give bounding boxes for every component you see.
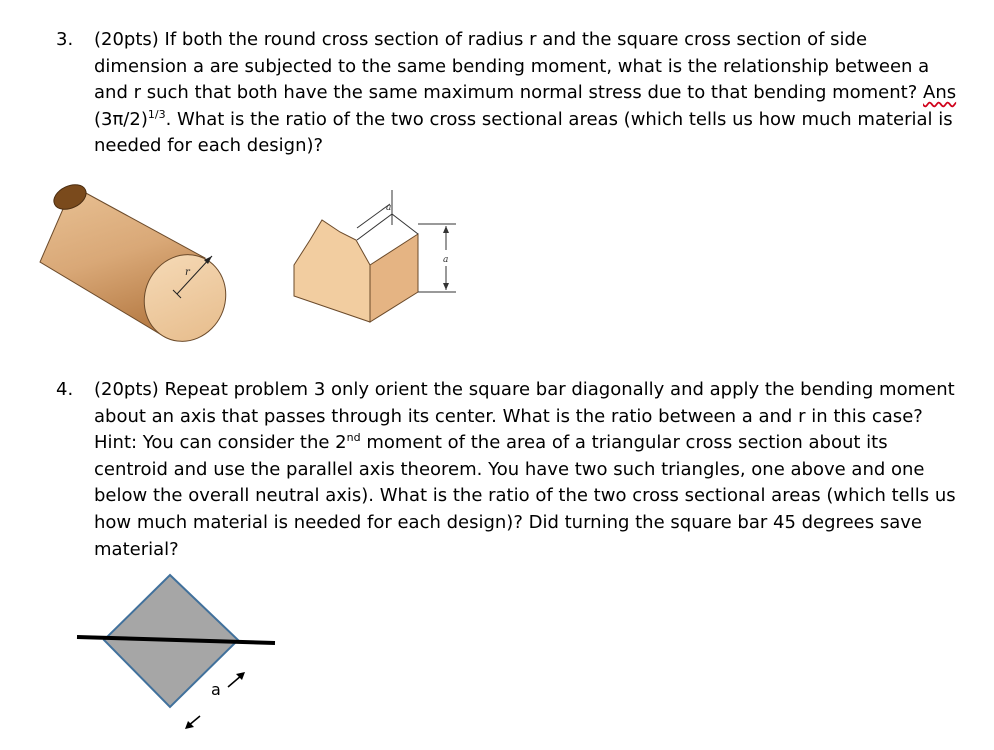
problem-3-line-4 <box>94 107 954 134</box>
problem-3-line-1: (20pts) If both the round cross section of radius r and the square cross section of side <box>94 29 868 50</box>
square-bar-illustration <box>294 190 456 322</box>
problem-4-line-3 <box>94 430 954 457</box>
answer-label: Ans <box>923 82 957 104</box>
cube-front-face <box>294 220 370 322</box>
cube-side-arrow-up-icon <box>443 226 449 233</box>
diamond-cross-section-figure <box>0 570 994 750</box>
problem-3-line-2: dimension a are subjected to the same bending moment, what is the relationship between a <box>94 55 930 77</box>
problem-3-line-4-text: . What is the ratio of the two cross sectional areas (which tells us how much material is <box>165 108 953 130</box>
problem-3-line-3-text: and r such that both have the same maximum normal stress due to that bending moment? <box>94 82 918 104</box>
cube-top-dimension <box>357 214 418 240</box>
problem-4-text <box>94 377 954 563</box>
problem-4-number: 4. <box>56 379 74 400</box>
problem-3-line-5: needed for each design)? <box>94 135 324 157</box>
cube-side-arrow-down-icon <box>443 283 449 290</box>
problem-3-number: 3. <box>56 29 74 50</box>
cross-sections-figure <box>0 170 994 370</box>
problem-3-line-3 <box>94 80 957 107</box>
ordinal-suffix: nd <box>346 431 361 445</box>
answer-value: (3π/2) <box>94 108 148 130</box>
radius-label: r <box>185 267 190 278</box>
problem-4-line-4: centroid and use the parallel axis theorem. You have two such triangles, one above and one <box>94 458 925 480</box>
problem-4-line-2: about an axis that passes through its center. What is the ratio between a and r in this case? <box>94 405 923 427</box>
answer-exponent: 1/3 <box>147 107 166 121</box>
cube-side-label: a <box>443 255 449 265</box>
problem-4-line-1: (20pts) Repeat problem 3 only orient the square bar diagonally and apply the bending moment <box>94 379 955 400</box>
problem-4-line-5: below the overall neutral axis). What is the ratio of the two cross sectional areas (which tells us <box>94 485 956 507</box>
problem-4-line-3-text-a: Hint: You can consider the 2 <box>94 432 347 454</box>
problem-4-line-3-text-b: moment of the area of a triangular cross section about its <box>360 432 888 454</box>
cube-right-face <box>370 234 418 322</box>
problem-4-line-6: how much material is needed for each design)? Did turning the square bar 45 degrees save <box>94 511 922 533</box>
cube-top-label: a <box>386 203 392 213</box>
problem-3-text <box>94 27 957 160</box>
side-length-label: a <box>211 680 221 699</box>
problem-4-line-7: material? <box>94 538 179 560</box>
round-bar-illustration <box>40 180 240 355</box>
